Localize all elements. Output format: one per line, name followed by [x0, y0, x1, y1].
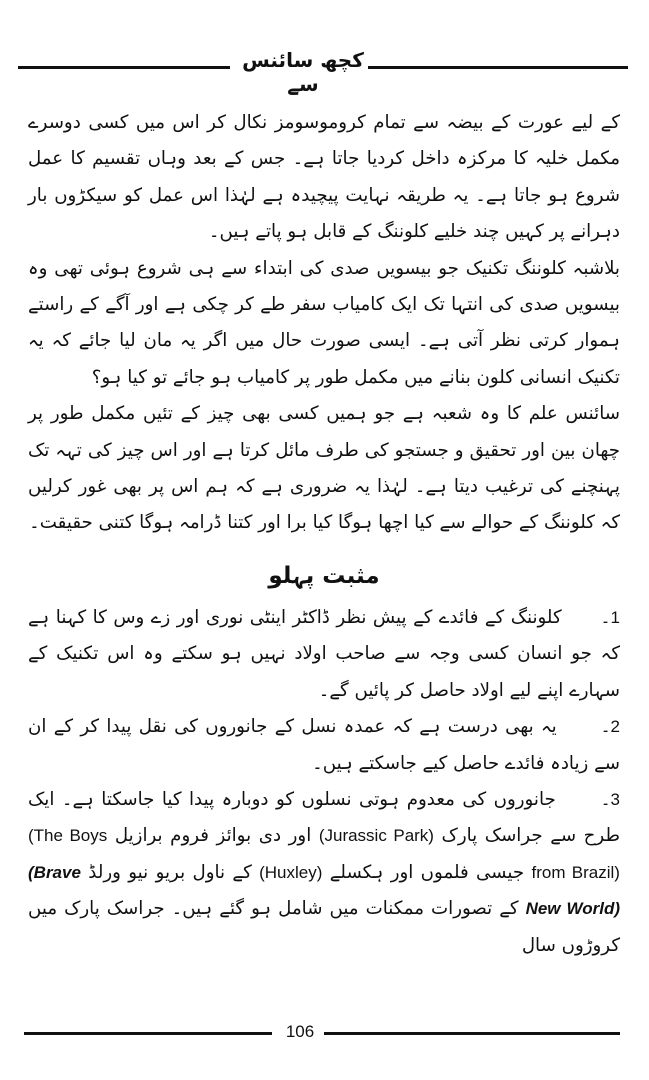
point-3-number: 3۔ — [600, 789, 620, 809]
page-footer — [24, 1022, 620, 1050]
point-3-text-a: جانوروں کی معدوم ہوتی نسلوں کو دوبارہ پیدا کیا جاسکتا ہے۔ ایک طرح سے جراسک پارک — [28, 788, 620, 847]
header-rule-left — [18, 66, 230, 69]
running-title: کچھ سائنس سے — [242, 48, 364, 96]
point-3-text-c: جیسی فلموں اور ہکسلے — [329, 861, 525, 883]
paragraph-2: بلاشبہ کلوننگ تکنیک جو بیسویں صدی کی ابتداء سے ہی شروع ہوئی تھی وہ بیسویں صدی کی انتہا تک ایک کامیاب سفر طے کر چکی ہے اور آگے کے راستے ہموار کرتی نظر آتی ہے۔ ایسی صورت حال میں اگر یہ مان لیا جائے کہ یہ تکنیک انسانی کلون بنانے میں مکمل طور پر کامیاب ہو جائے تو کیا ہو؟ — [28, 257, 620, 388]
page-body — [28, 105, 620, 964]
point-3-text-d: کے ناول بریو نیو ورلڈ — [88, 861, 252, 883]
point-2 — [28, 709, 620, 782]
paragraph-1: کے لیے عورت کے بیضہ سے تمام کروموسومز نکال کر اس میں کسی دوسرے مکمل خلیہ کا مرکزہ داخل کردیا جاتا ہے۔ جس کے بعد وہاں تقسیم کا عمل شروع ہو جاتا ہے۔ یہ طریقہ نہایت پیچیدہ ہے لہٰذا اس عمل کو سیکڑوں بار دہرانے پر کہیں چند خلیے کلوننگ کے قابل ہو پاتے ہیں۔ — [28, 112, 620, 243]
section-heading: مثبت پہلو — [268, 562, 380, 589]
point-1 — [28, 600, 620, 709]
footer-rule-left — [24, 1032, 272, 1035]
point-1-number: 1۔ — [600, 607, 620, 627]
paragraph-3: سائنس علم کا وہ شعبہ ہے جو ہمیں کسی بھی چیز کے تئیں مکمل طور پر چھان بین اور تحقیق و جستجو کی طرف مائل کرتا ہے اور اس چیز کی تہہ تک پہنچنے کی ترغیب دیتا ہے۔ لہٰذا یہ ضروری ہے کہ ہم اس پر بھی غور کرلیں کہ کلوننگ کے حوالے سے کیا اچھا ہوگا کیا برا اور کتنا ڈرامہ ہوگا کتنی حقیقت۔ — [28, 403, 620, 534]
footer-rule-right — [324, 1032, 620, 1035]
point-3-text-e: کے تصورات ممکنات میں شامل ہو گئے ہیں۔ جراسک پارک میں کروڑوں سال — [28, 898, 620, 956]
point-3 — [28, 782, 620, 964]
header-rule-right — [368, 66, 628, 69]
point-1-text: کلوننگ کے فائدے کے پیش نظر ڈاکٹر اینٹی نوری اور زے وس کا کہنا ہے کہ جو انسان کسی وجہ سے صاحب اولاد نہیں ہو سکتے وہ اس تکنیک کے سہارے اپنے لیے اولاد حاصل کر پائیں گے۔ — [28, 606, 620, 701]
page-number: 106 — [285, 1022, 315, 1041]
point-3-text-b: اور دی بوائز فروم برازیل — [114, 825, 312, 847]
english-title-boys-from-brazil: (The Boys from Brazil) — [28, 826, 620, 882]
point-2-text: یہ بھی درست ہے کہ عمدہ نسل کے جانوروں کی نقل پیدا کر کے ان سے زیادہ فائدے حاصل کیے جاسکتے ہیں۔ — [28, 716, 620, 774]
english-title-jurassic-park: (Jurassic Park) — [318, 826, 434, 846]
english-name-huxley: (Huxley) — [259, 862, 323, 882]
page-header — [18, 48, 628, 96]
point-2-number: 2۔ — [600, 717, 620, 737]
english-title-brave-new-world: (Brave New World) — [28, 862, 620, 919]
